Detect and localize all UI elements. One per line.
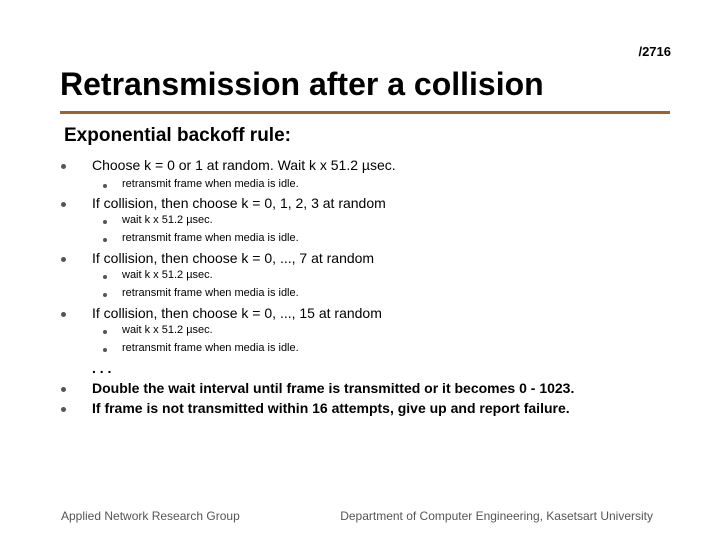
bullet-dot	[103, 184, 107, 188]
list-item: retransmit frame when media is idle.	[122, 232, 299, 244]
list-item: wait k x 51.2 µsec.	[122, 214, 213, 226]
list-item: retransmit frame when media is idle.	[122, 287, 299, 299]
bullet-dot	[103, 220, 107, 224]
list-item: wait k x 51.2 µsec.	[122, 269, 213, 281]
slide-number: /2716	[638, 44, 671, 59]
bullet-dot	[103, 275, 107, 279]
bullet-dot	[61, 387, 66, 392]
list-item: If frame is not transmitted within 16 attempts, give up and report failure.	[92, 400, 570, 416]
list-item: If collision, then choose k = 0, ..., 7 at random	[92, 250, 375, 266]
footer-left: Applied Network Research Group	[61, 509, 240, 523]
list-item: retransmit frame when media is idle.	[122, 342, 299, 354]
list-item: If collision, then choose k = 0, ..., 15 at random	[92, 305, 382, 321]
bullet-dot	[61, 312, 66, 317]
bullet-dot	[103, 293, 107, 297]
bullet-dot	[61, 164, 66, 169]
bullet-dot	[103, 330, 107, 334]
bullet-dot	[61, 407, 66, 412]
title-rule	[60, 111, 670, 114]
list-item: retransmit frame when media is idle.	[122, 178, 299, 190]
subtitle: Exponential backoff rule:	[64, 125, 291, 146]
ellipsis: . . .	[92, 360, 112, 376]
bullet-dot	[61, 257, 66, 262]
bullet-dot	[103, 348, 107, 352]
bullet-dot	[61, 202, 66, 207]
slide-title: Retransmission after a collision	[60, 66, 544, 102]
list-item: Double the wait interval until frame is transmitted or it becomes 0 - 1023.	[92, 380, 575, 396]
list-item: If collision, then choose k = 0, 1, 2, 3 at random	[92, 195, 386, 211]
bullet-dot	[103, 238, 107, 242]
list-item: wait k x 51.2 µsec.	[122, 324, 213, 336]
list-item: Choose k = 0 or 1 at random. Wait k x 51.2 µsec.	[92, 157, 396, 173]
footer-right: Department of Computer Engineering, Kasetsart University	[340, 509, 653, 523]
